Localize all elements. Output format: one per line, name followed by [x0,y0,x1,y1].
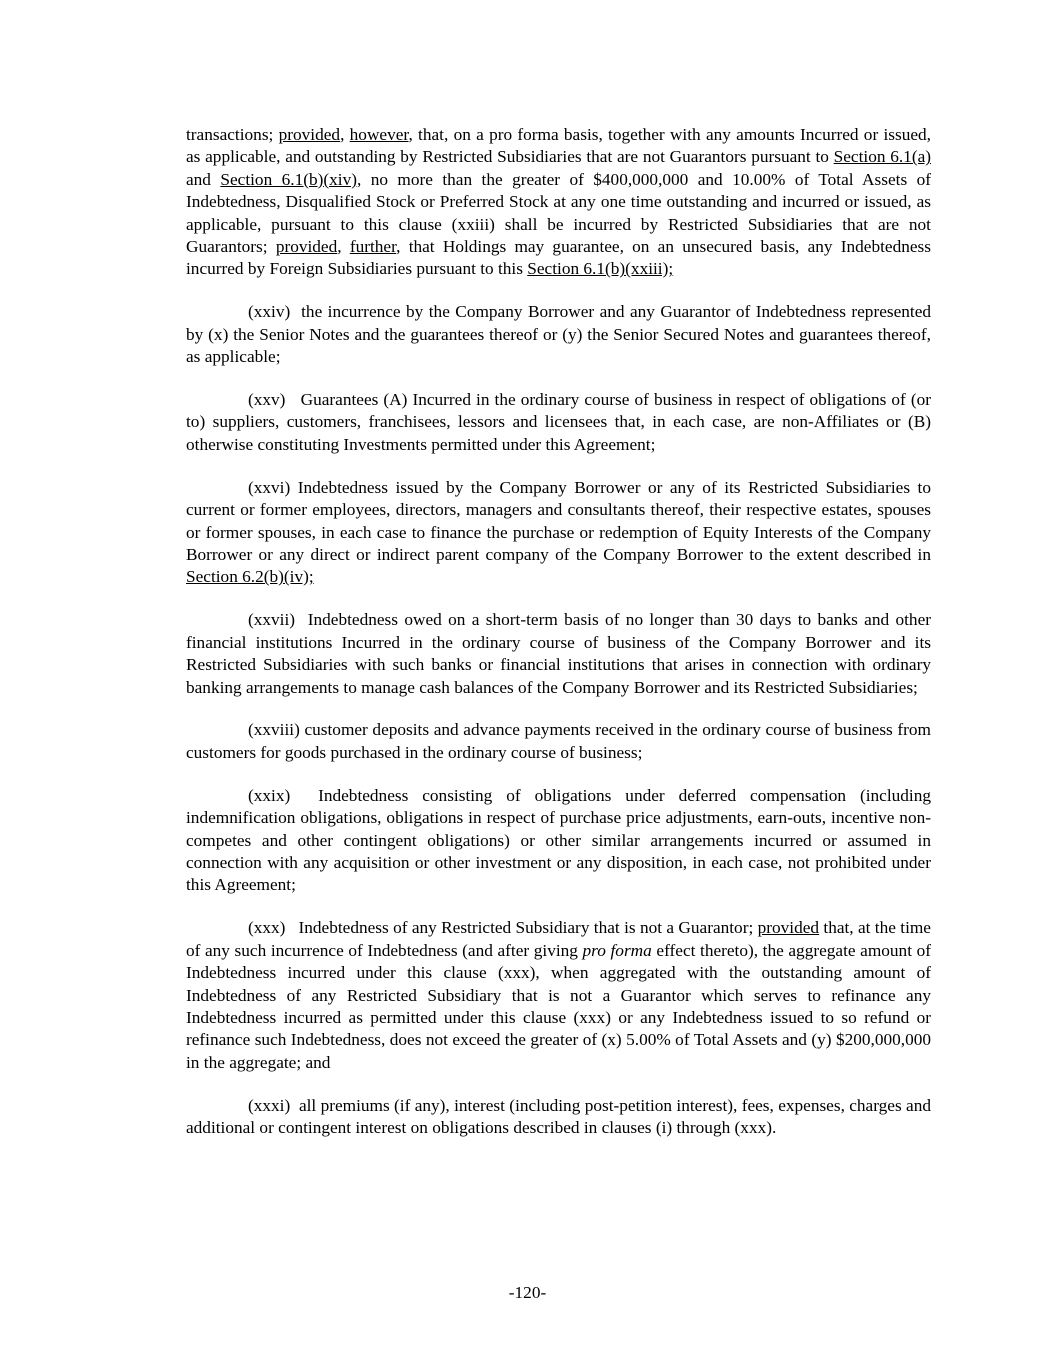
clause-text: Indebtedness owed on a short-term basis of no longer than 30 days to banks and other financial institutions Incurred in the ordinary course of business of the Company Borrower and its Restricted Subsidiaries with such banks or financial institutions that arises in connection with ordinary banking arrangements to manage cash balances of the Company Borrower and its Restricted Subsidiaries; [186,610,931,697]
text-run: , that, on a pro forma basis, together with any amounts Incurred or issued, as applicable, and outstanding by Restricted Subsidiaries that are not Guarantors pursuant to [186,125,931,167]
text-run: transactions; [186,125,279,144]
paragraph-xxiii-continuation [186,124,931,281]
clause-text: Indebtedness issued by the Company Borrower or any of its Restricted Subsidiaries to current or former employees, directors, managers and consultants thereof, their respective estates, spouses or former spouses, in each case to finance the purchase or redemption of Equity Interests of the Company Borrower or any direct or indirect parent company of the Company Borrower to the extent described in [186,477,931,564]
paragraph-xxv [186,389,931,456]
clause-text: effect thereto), the aggregate amount of Indebtedness incurred under this clause (xxx), when aggregated with the outstanding amount of Indebtedness of any Restricted Subsidiary that is not a Guarantor which serves to refinance any Indebtedness incurred as permitted under this clause (xxx) or any Indebtedness issued to so refund or refinance such Indebtedness, does not exceed the greater of (x) 5.00% of Total Assets and (y) $200,000,000 in the aggregate; and [186,940,931,1072]
clause-label: (xxx) [248,918,286,938]
clause-text: Indebtedness consisting of obligations under deferred compensation (including indemnification obligations, obligations in respect of purchase price adjustments, earn-outs, incentive non-competes and other contingent obligations) or other similar arrangements incurred or assumed in connection with any acquisition or other investment or any disposition, in each case, not prohibited under this Agreement; [186,785,932,895]
clause-text: all premiums (if any), interest (including post-petition interest), fees, expenses, charges and additional or contingent interest on obligations described in clauses (i) through (xxx). [186,1095,932,1138]
document-page [186,124,931,1160]
clause-label: (xxiv) [248,302,291,322]
clause-label: (xxix) [248,785,291,805]
paragraph-xxxi [186,1095,931,1140]
clause-text: Guarantees (A) Incurred in the ordinary course of business in respect of obligations of (or to) suppliers, customers, franchisees, lessors and licensees that, in each case, are non-Affiliates or (B) otherwise constituting Investments permitted under this Agreement; [186,390,931,454]
section-reference: Section 6.1(b)(xiv) [220,169,357,189]
clause-label: (xxxi) [248,1095,291,1115]
text-run: , [337,237,350,257]
page-number: -120- [508,1283,547,1302]
clause-text: Indebtedness of any Restricted Subsidiary that is not a Guarantor; [298,918,758,938]
clause-text: the incurrence by the Company Borrower and any Guarantor of Indebtedness represented by (x) the Senior Notes and the guarantees thereof or (y) the Senior Secured Notes and guarantees thereof, as applicable; [186,302,932,367]
text-run: , that Holdings may guarantee, on an unsecured basis, any Indebtedness incurred by Foreign Subsidiaries pursuant to this [186,237,931,279]
clause-label: (xxv) [248,390,286,410]
clause-label: (xxvii) [248,610,296,630]
defined-term-however: however [349,125,409,144]
paragraph-xxviii [186,719,931,764]
defined-term-provided: provided [275,237,338,257]
italic-term: pro forma [582,940,652,960]
paragraph-xxiv [186,301,931,368]
paragraph-xxvii [186,609,931,699]
clause-label: (xxvi) [248,477,291,497]
text-run: and [186,169,221,189]
text-run: , no more than the greater of $400,000,000 and 10.00% of Total Assets of Indebtedness, Disqualified Stock or Preferred Stock at any one time outstanding and incurred or issued, as applicable, pursuant to this clause (xxiii) shall be incurred by Restricted Subsidiaries that are not Guarantors; [186,169,931,257]
defined-term-provided: provided [278,125,341,144]
clause-text: that, at the time of any such incurrence of Indebtedness (and after giving [186,918,931,960]
clause-label: (xxviii) [248,720,300,740]
defined-term-further: further [349,237,397,257]
section-reference: Section 6.1(a) [833,147,932,167]
clause-text: customer deposits and advance payments received in the ordinary course of business from customers for goods purchased in the ordinary course of business; [186,720,931,762]
paragraph-xxix [186,785,931,897]
section-reference: Section 6.1(b)(xxiii); [527,259,674,279]
paragraph-xxvi [186,477,931,589]
section-reference: Section 6.2(b)(iv); [186,567,314,587]
text-run: , [340,125,350,144]
paragraph-xxx [186,917,931,1074]
defined-term-provided: provided [757,918,820,938]
